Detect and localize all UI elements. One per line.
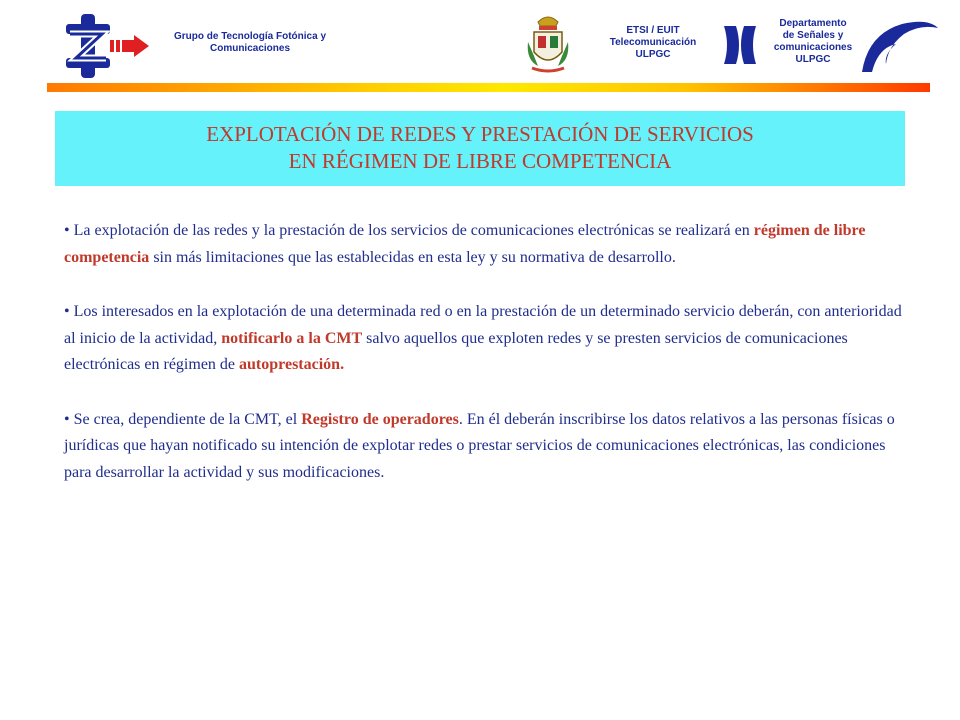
department-name bbox=[758, 18, 868, 66]
highlight-registro-operadores: Registro de operadores bbox=[301, 410, 459, 428]
slide-title bbox=[55, 111, 905, 186]
etsi-line-1: ETSI / EUIT bbox=[626, 25, 680, 36]
z-logo-icon bbox=[62, 12, 114, 80]
etsi-line-2: Telecomunicación bbox=[609, 37, 697, 48]
paragraph-3-text-a: Se crea, dependiente de la CMT, el bbox=[73, 410, 302, 428]
etsi-line-3: ULPGC bbox=[635, 49, 671, 60]
highlight-libre-competencia: régimen de libre competencia bbox=[64, 222, 866, 266]
etsi-name bbox=[598, 25, 708, 61]
paragraph-1-text-a: La explotación de las redes y la prestación de los servicios de comunicaciones electrónicas se realizará en bbox=[73, 222, 754, 239]
paragraph-1-text-b: sin más limitaciones que las establecidas en esta ley y su normativa de desarrollo. bbox=[149, 248, 676, 266]
group-name-line-2: Comunicaciones bbox=[209, 43, 291, 54]
bullet: • bbox=[64, 222, 70, 239]
coat-of-arms-icon bbox=[524, 12, 572, 74]
paragraph-3 bbox=[64, 407, 914, 487]
paragraph-3-text-b: . En él deberán inscribirse los datos relativos a las personas físicas o jurídicas que hayan notificado su intención de explotar redes o prestar servicios de comunicaciones electrónicas, las condiciones para desarrollar la actividad y sus modificaciones. bbox=[64, 410, 895, 481]
slide-body bbox=[64, 218, 914, 514]
paragraph-1 bbox=[64, 218, 914, 271]
paragraph-2-text-a: Los interesados en la explotación de una determinada red o en la prestación de un determinado servicio deberán, con anterioridad al inicio de la actividad, bbox=[64, 303, 902, 347]
paragraph-2 bbox=[64, 299, 914, 379]
wave-logo-icon bbox=[858, 14, 940, 74]
dsc-logo-icon bbox=[722, 24, 758, 66]
department-line-4: ULPGC bbox=[795, 54, 831, 65]
group-name bbox=[160, 31, 340, 55]
department-line-1: Departamento bbox=[779, 18, 847, 29]
department-line-3: comunicaciones bbox=[773, 42, 853, 53]
arrow-icon bbox=[110, 34, 150, 58]
group-name-line-1: Grupo de Tecnología Fotónica y bbox=[173, 31, 327, 42]
department-line-2: de Señales y bbox=[782, 30, 844, 41]
header-divider bbox=[47, 83, 930, 92]
title-line-1: EXPLOTACIÓN DE REDES Y PRESTACIÓN DE SERVICIOS bbox=[206, 122, 754, 146]
highlight-notificar-cmt: notificarlo a la CMT bbox=[221, 329, 363, 347]
paragraph-2-text-b: salvo aquellos que exploten redes y se presten servicios de comunicaciones electrónicas en régimen de bbox=[64, 329, 848, 373]
bullet: • bbox=[64, 303, 70, 320]
title-line-2: EN RÉGIMEN DE LIBRE COMPETENCIA bbox=[288, 149, 672, 173]
highlight-autoprestacion: autoprestación. bbox=[239, 356, 345, 373]
bullet: • bbox=[64, 410, 70, 428]
